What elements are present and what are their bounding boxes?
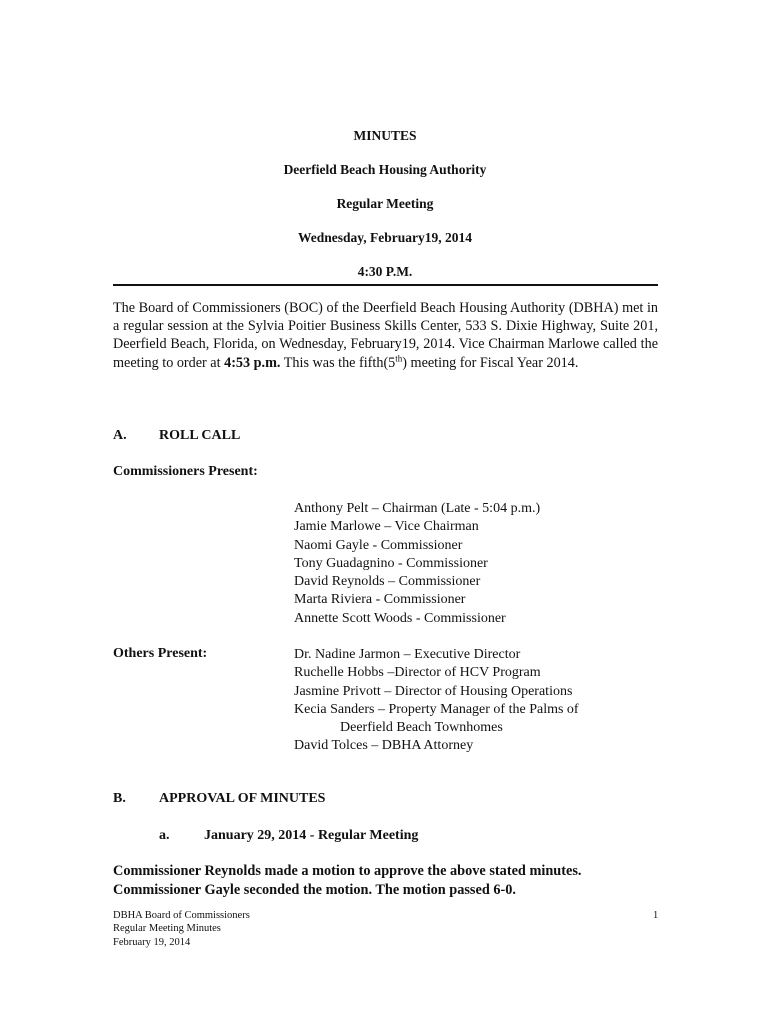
motion-paragraph — [113, 862, 673, 899]
organization-name: Deerfield Beach Housing Authority — [283, 162, 487, 177]
list-item: David Reynolds – Commissioner — [294, 574, 481, 590]
meeting-time: 4:30 P.M. — [357, 264, 413, 279]
section-a-title: ROLL CALL — [159, 428, 241, 443]
header-divider — [113, 284, 658, 286]
subsection-a-title: January 29, 2014 - Regular Meeting — [204, 828, 419, 843]
list-item: David Tolces – DBHA Attorney — [294, 738, 474, 754]
commissioners-list — [294, 500, 540, 628]
list-item: Tony Guadagnino - Commissioner — [294, 555, 488, 571]
page-number: 1 — [653, 910, 659, 921]
section-b-letter: B. — [113, 791, 126, 806]
intro-text-after-time: This was the fifth(5 — [280, 354, 396, 371]
intro-order-time: 4:53 p.m. — [224, 354, 281, 371]
intro-superscript: th — [395, 352, 403, 363]
section-b-title: APPROVAL OF MINUTES — [159, 791, 326, 806]
intro-paragraph — [113, 299, 658, 372]
meeting-type: Regular Meeting — [336, 196, 434, 211]
footer-line-2: Regular Meeting Minutes — [113, 923, 221, 935]
document-title: MINUTES — [353, 128, 417, 143]
motion-line-1: Commissioner Reynolds made a motion to approve the above stated minutes. — [113, 863, 582, 879]
intro-text-before-time: The Board of Commissioners (BOC) of the Deerfield Beach Housing Authority (DBHA) met in a regular session at the Sylvia Poitier Business Skills Center, 533 S. Dixie Highway, Suite 201, Deerfield Beach, Florida, on Wednesday, February19, 2014. Vice Chairman Marlowe called the meeting to order at — [113, 300, 658, 371]
footer-line-3: February 19, 2014 — [113, 936, 191, 948]
intro-text-end: ) meeting for Fiscal Year 2014. — [402, 354, 579, 371]
meeting-date: Wednesday, February19, 2014 — [297, 230, 472, 245]
list-item: Jamie Marlowe – Vice Chairman — [294, 519, 479, 535]
motion-line-2: Commissioner Gayle seconded the motion. The motion passed 6-0. — [113, 881, 516, 898]
list-item: Anthony Pelt – Chairman (Late - 5:04 p.m.) — [294, 501, 541, 516]
list-item: Naomi Gayle - Commissioner — [294, 537, 463, 553]
others-list — [294, 646, 579, 756]
section-a-letter: A. — [113, 428, 127, 443]
subsection-a-letter: a. — [159, 828, 170, 843]
list-item: Ruchelle Hobbs –Director of HCV Program — [294, 665, 541, 681]
footer-line-1: DBHA Board of Commissioners — [113, 910, 250, 921]
list-item: Marta Riviera - Commissioner — [294, 592, 466, 608]
list-item: Jasmine Privott – Director of Housing Operations — [294, 683, 573, 699]
list-item: Annette Scott Woods - Commissioner — [294, 610, 506, 626]
list-item: Dr. Nadine Jarmon – Executive Director — [294, 647, 521, 662]
list-item: Kecia Sanders – Property Manager of the Palms of — [294, 701, 579, 717]
list-item-continued — [294, 719, 579, 737]
commissioners-present-label: Commissioners Present: — [113, 464, 258, 479]
list-item-continuation: Deerfield Beach Townhomes — [340, 720, 503, 736]
others-present-label: Others Present: — [113, 646, 208, 661]
page-footer — [113, 909, 250, 949]
